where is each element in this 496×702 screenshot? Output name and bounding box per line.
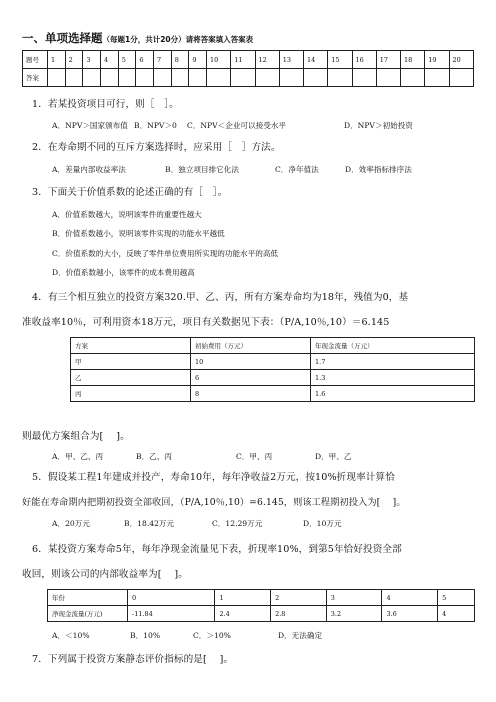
answer-cell[interactable] [171,69,189,87]
question-5-stem-line-2: 好能在寿命期内把期初投资全部收回，（P/A,10％,10）=6.145，则该工程期初投入为[ ]。 [22,497,406,508]
table-cell: 3.6 [382,606,438,622]
question-4-option-d: D．甲、乙 [315,452,352,461]
section-title [22,30,253,46]
answer-cell[interactable] [401,69,425,87]
answer-cell[interactable] [449,69,473,87]
question-number-cell: 9 [189,51,207,69]
question-number-cell: 14 [304,51,328,69]
table-cell: 1.3 [311,370,475,386]
question-6-stem-line-1: 6．某投资方案寿命5年，每年净现金流量见下表，折现率10%，到第5年恰好投资全部 [32,544,402,555]
question-6-option-b: B．10% [130,631,161,640]
answer-cell[interactable] [231,69,255,87]
answer-table [22,50,474,87]
question-number-cell: 12 [255,51,279,69]
question-4-table [70,337,475,402]
answer-cell[interactable] [328,69,352,87]
table-header-cell: 初始费用（万元） [191,338,311,354]
question-3-option-a: A．价值系数越大，说明该零件的重要性越大 [52,210,202,219]
question-2-option-d: D．效率指标排序法 [345,165,412,174]
table-cell: 4 [438,606,475,622]
table-cell: -11.84 [128,606,215,622]
table-cell: 乙 [71,370,191,386]
question-number-cell: 13 [279,51,303,69]
answer-cell[interactable] [154,69,172,87]
section-title-instructions: （每题1分，共计20分）请将答案填入答案表 [102,35,254,44]
question-number-cell: 1 [48,51,66,69]
question-number-cell: 3 [83,51,101,69]
table-cell: 3.2 [326,606,382,622]
answer-cell[interactable] [101,69,119,87]
question-3-option-c: C．价值系数的大小，反映了零件单位费用所实现的功能水平的高低 [52,249,279,258]
table-cell: 年份 [48,590,128,606]
answer-table-row-label: 答案 [23,69,48,87]
question-5-option-c: C．12.29万元 [212,519,263,528]
answer-cell[interactable] [425,69,449,87]
question-6-option-a: A．＜10% [52,631,90,640]
table-header-cell: 方案 [71,338,191,354]
question-4-option-a: A．甲、乙、丙 [52,452,104,461]
question-4-stem-line-1: 4．有三个相互独立的投资方案320.甲、乙、丙，所有方案寿命均为18年，残值为0，基 [32,292,409,303]
question-5-option-b: B．18.42万元 [124,519,175,528]
answer-cell[interactable] [136,69,154,87]
question-number-cell: 19 [425,51,449,69]
table-cell: 1 [215,590,271,606]
answer-cell[interactable] [207,69,231,87]
table-cell: 4 [382,590,438,606]
answer-cell[interactable] [65,69,83,87]
answer-cell[interactable] [118,69,136,87]
answer-cell[interactable] [255,69,279,87]
question-number-cell: 8 [171,51,189,69]
question-4-option-c: C．甲、丙 [236,452,273,461]
answer-cell[interactable] [352,69,376,87]
question-1-option-d: D．NPV＞初始投资 [344,121,413,130]
question-4-option-b: B．乙、丙 [136,452,172,461]
table-cell: 1.6 [311,386,475,402]
answer-table-row-label: 题号 [23,51,48,69]
question-2-option-b: B．独立项目排它化法 [165,165,239,174]
table-cell: 3 [326,590,382,606]
table-cell: 甲 [71,354,191,370]
question-number-cell: 10 [207,51,231,69]
table-cell: 2 [271,590,327,606]
question-number-cell: 20 [449,51,473,69]
answer-cell[interactable] [48,69,66,87]
question-number-cell: 6 [136,51,154,69]
table-row [71,370,475,386]
table-cell: 0 [128,590,215,606]
question-4-stem-line-2: 准收益率10％，可利用资本18万元，项目有关数据见下表：（P/A,10％,10）＝6.145 [22,317,390,328]
table-row [71,354,475,370]
table-cell: 8 [191,386,311,402]
question-6-option-d: D．无法确定 [278,631,323,640]
question-number-cell: 5 [118,51,136,69]
question-4-tail: 则最优方案组合为[ ]。 [22,431,130,442]
question-number-cell: 11 [231,51,255,69]
question-7-stem: 7．下列属于投资方案静态评价指标的是[ ]。 [32,654,234,665]
answer-cell[interactable] [376,69,400,87]
question-1-option-b: B．NPV＞0 [134,121,177,130]
question-5-option-a: A．20万元 [52,519,90,528]
table-cell: 2.8 [271,606,327,622]
question-5-stem-line-1: 5．假设某工程1年建成并投产，寿命10年，每年净收益2万元，按10%折现率计算恰 [32,472,395,483]
question-2-option-c: C．净年值法 [275,165,319,174]
question-number-cell: 15 [328,51,352,69]
table-cell: 净现金流量(万元) [48,606,128,622]
table-row [48,606,475,622]
question-number-cell: 4 [101,51,119,69]
table-header-row [71,338,475,354]
question-6-table [47,589,475,622]
table-cell: 1.7 [311,354,475,370]
question-number-cell: 17 [376,51,400,69]
answer-table-answer-row [23,69,474,87]
answer-cell[interactable] [304,69,328,87]
question-3-stem: 3．下面关于价值系数的论述正确的有［ ］。 [32,187,228,198]
question-1-option-a: A．NPV＞国家颁布值 [52,121,128,130]
question-1-option-c: C．NPV＜企业可以接受水平 [187,121,286,130]
question-1-stem: 1．若某投资项目可行，则［ ］。 [32,99,179,110]
question-2-stem: 2．在寿命期不同的互斥方案选择时，应采用［ ］方法。 [32,142,281,153]
answer-cell[interactable] [279,69,303,87]
question-3-option-b: B．价值系数越小，说明该零件实现的功能水平越低 [52,229,225,238]
section-title-main: 一、单项选择题 [22,31,103,45]
answer-table-number-row [23,51,474,69]
table-cell: 2.4 [215,606,271,622]
question-number-cell: 16 [352,51,376,69]
question-number-cell: 7 [154,51,172,69]
table-cell: 10 [191,354,311,370]
question-6-option-c: C．＞10% [193,631,231,640]
table-cell: 5 [438,590,475,606]
question-2-option-a: A．差量内部收益率法 [52,165,126,174]
table-cell: 6 [191,370,311,386]
answer-cell[interactable] [189,69,207,87]
table-header-cell: 年现金流量（万元） [311,338,475,354]
question-number-cell: 18 [401,51,425,69]
question-5-option-d: D．10万元 [303,519,342,528]
answer-cell[interactable] [83,69,101,87]
question-3-option-d: D．价值系数越小，该零件的成本费用越高 [52,268,195,277]
table-row [71,386,475,402]
table-row [48,590,475,606]
question-6-stem-line-2: 收回，则该公司的内部收益率为[ ]。 [22,569,188,580]
question-number-cell: 2 [65,51,83,69]
table-cell: 丙 [71,386,191,402]
